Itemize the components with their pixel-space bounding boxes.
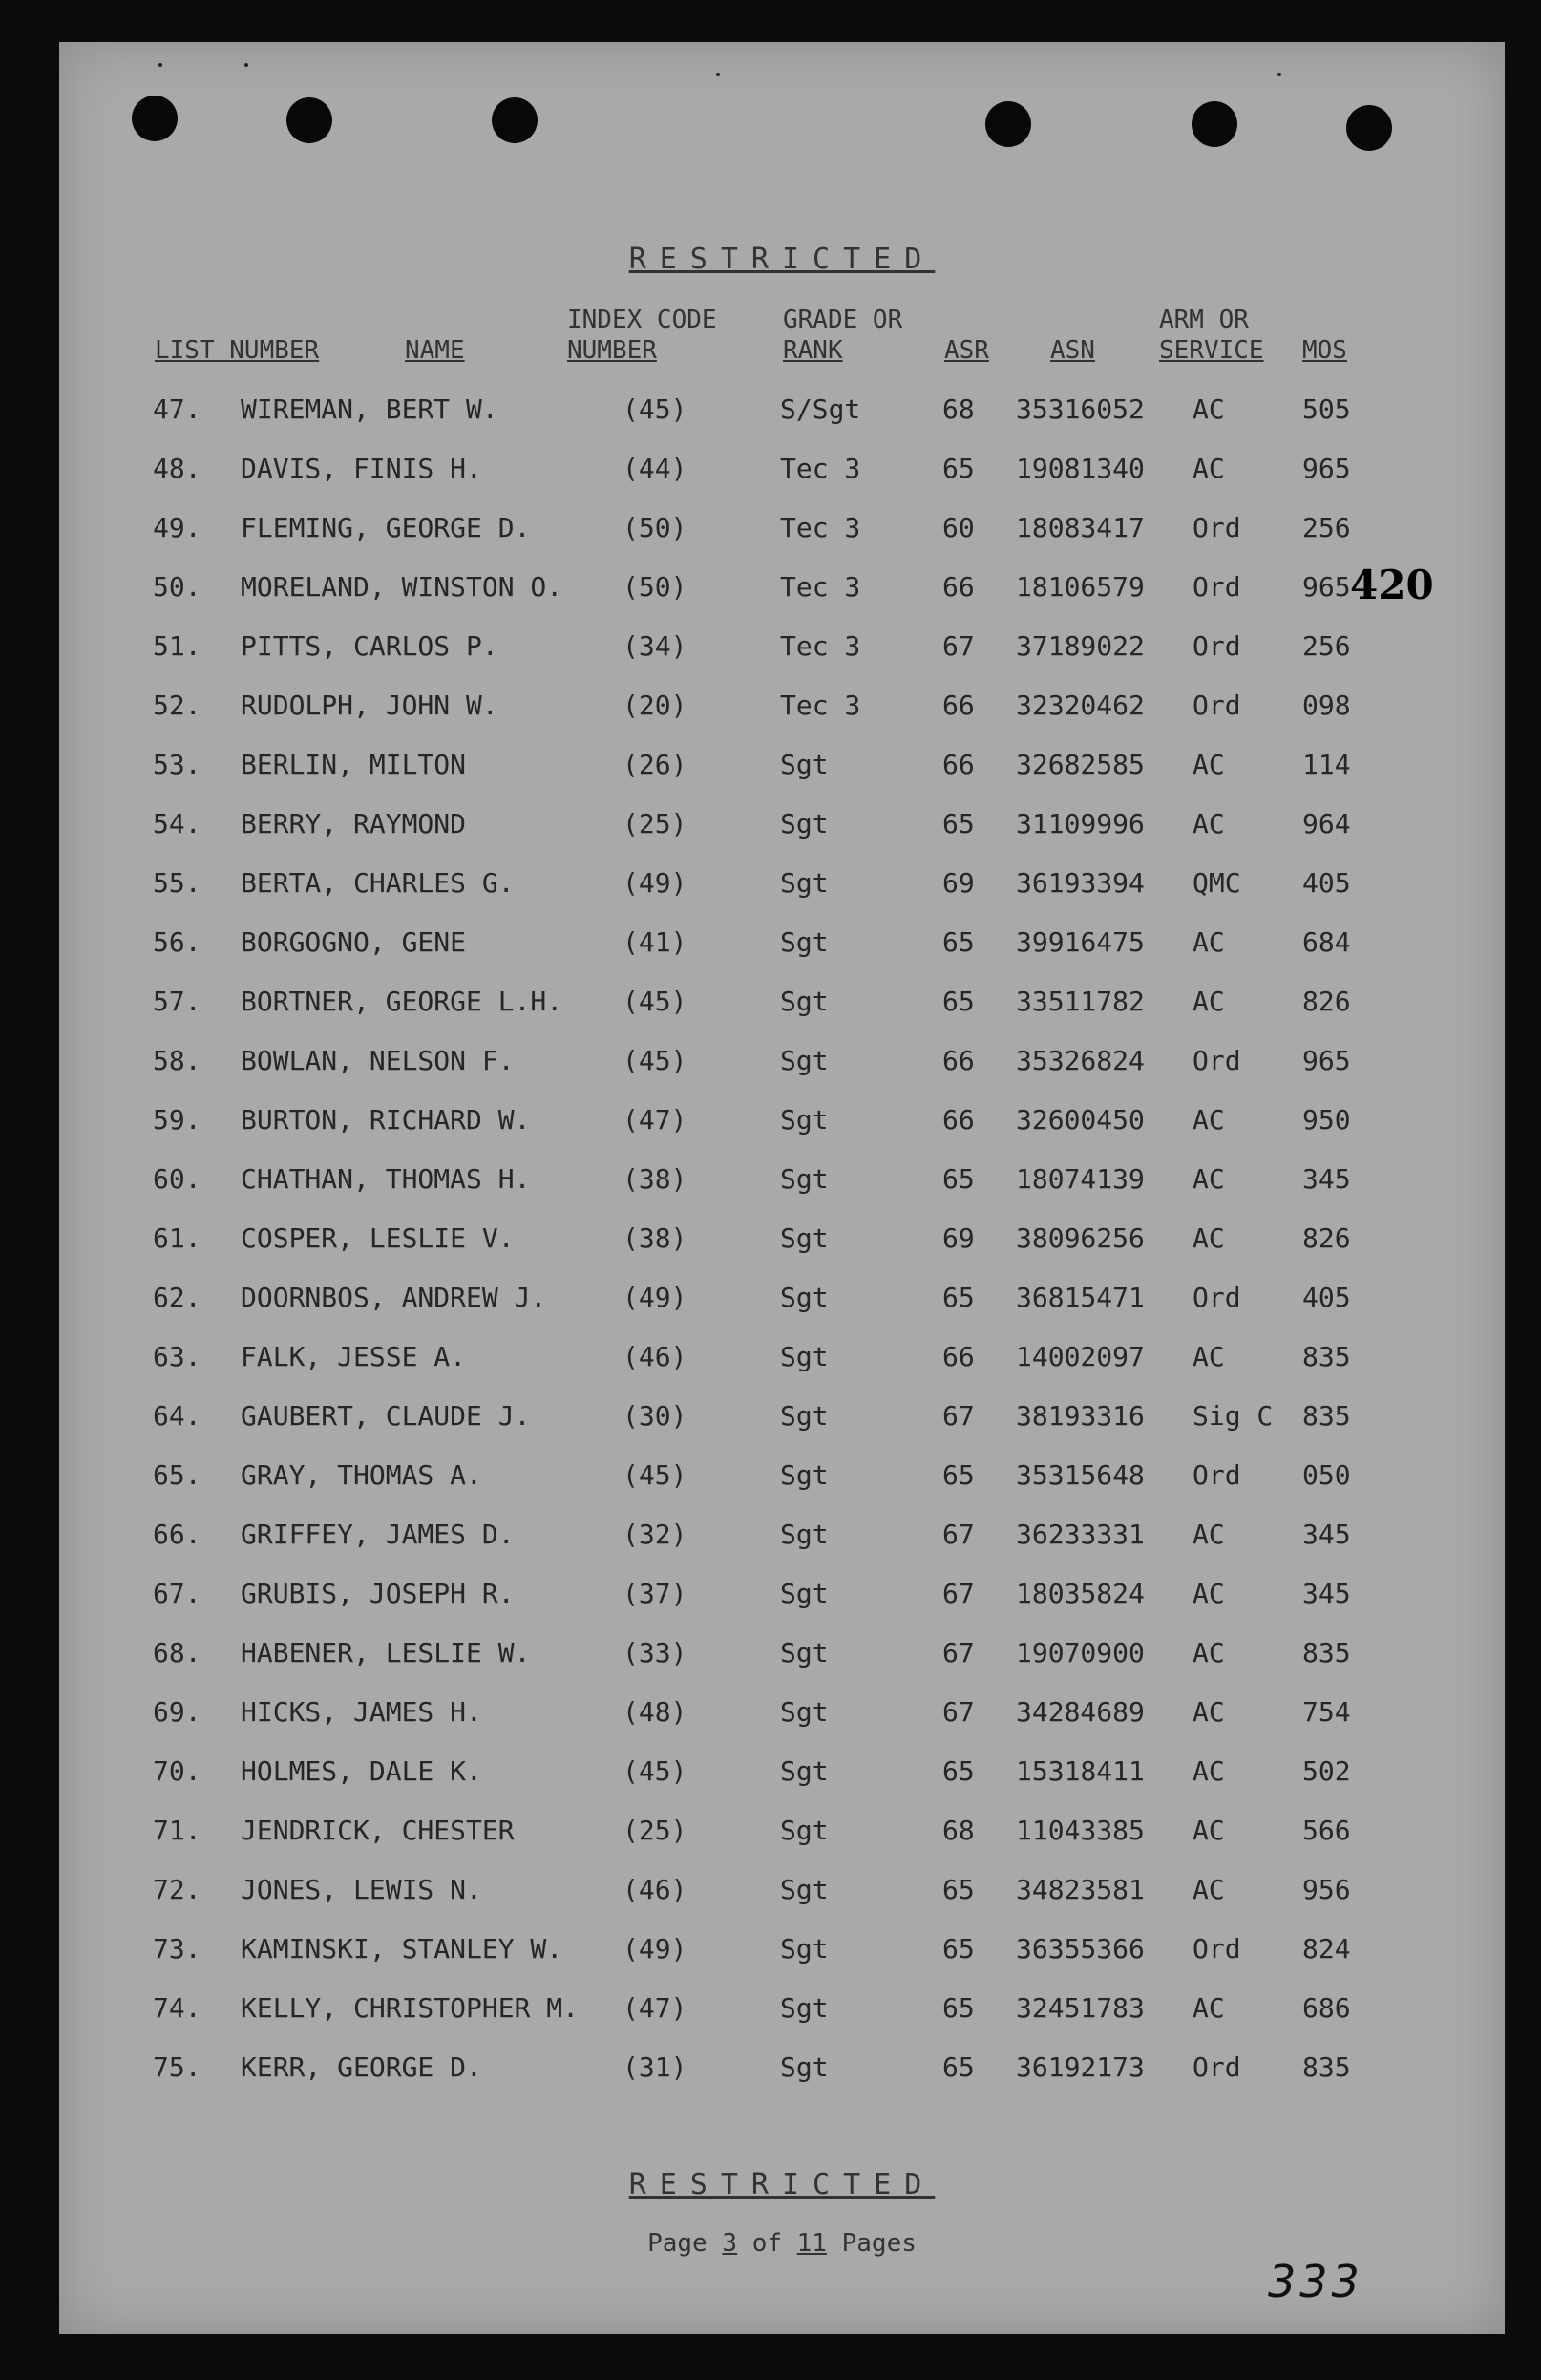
cell-mos: 114 [1302,749,1351,780]
cell-mos: 256 [1302,630,1351,662]
cell-asn: 37189022 [1016,630,1145,662]
cell-mos: 405 [1302,867,1351,899]
cell-asr: 65 [942,1282,975,1313]
cell-index: (32) [623,1519,687,1550]
binder-hole-1 [132,96,178,141]
cell-asn: 33511782 [1016,986,1145,1017]
cell-num: 67. [153,1578,201,1609]
cell-asn: 19070900 [1016,1637,1145,1668]
cell-name: GRAY, THOMAS A. [241,1459,482,1491]
footer-title: RESTRICTED [628,2168,936,2201]
cell-num: 65. [153,1459,201,1491]
col-list-number: LIST NUMBER [155,336,320,365]
page-suffix: Pages [841,2229,917,2258]
cell-mos: 502 [1302,1755,1351,1787]
cell-index: (46) [623,1874,687,1905]
cell-grade: Sgt [780,1696,829,1728]
cell-arm: AC [1193,808,1225,839]
cell-asn: 32451783 [1016,1992,1145,2024]
cell-asn: 11043385 [1016,1815,1145,1846]
cell-grade: Tec 3 [780,690,861,721]
cell-asn: 15318411 [1016,1755,1145,1787]
cell-num: 68. [153,1637,201,1668]
col-name: NAME [405,336,465,365]
cell-asr: 65 [942,2051,975,2083]
cell-grade: Sgt [780,1578,829,1609]
cell-grade: Sgt [780,867,829,899]
cell-arm: AC [1193,1519,1225,1550]
cell-num: 48. [153,453,201,484]
cell-grade: Tec 3 [780,453,861,484]
cell-mos: 824 [1302,1933,1351,1965]
cell-index: (30) [623,1400,687,1432]
page-of: of [751,2229,782,2258]
cell-grade: S/Sgt [780,393,861,425]
table-row [59,1874,1505,1933]
cell-mos: 835 [1302,1637,1351,1668]
cell-name: BERRY, RAYMOND [241,808,467,839]
cell-name: PITTS, CARLOS P. [241,630,498,662]
cell-index: (38) [623,1222,687,1254]
cell-name: BERTA, CHARLES G. [241,867,515,899]
table-row [59,630,1505,690]
header-title: RESTRICTED [628,243,936,276]
cell-arm: Ord [1193,1045,1241,1076]
cell-arm: Ord [1193,571,1241,603]
cell-name: GRUBIS, JOSEPH R. [241,1578,515,1609]
cell-index: (45) [623,1045,687,1076]
cell-mos: 686 [1302,1992,1351,2024]
cell-name: COSPER, LESLIE V. [241,1222,515,1254]
cell-arm: Ord [1193,630,1241,662]
table-row [59,867,1505,926]
cell-index: (25) [623,808,687,839]
cell-index: (31) [623,2051,687,2083]
cell-num: 71. [153,1815,201,1846]
cell-arm: AC [1193,749,1225,780]
cell-num: 60. [153,1163,201,1195]
cell-num: 52. [153,690,201,721]
cell-arm: AC [1193,986,1225,1017]
cell-name: KELLY, CHRISTOPHER M. [241,1992,580,2024]
cell-name: WIREMAN, BERT W. [241,393,498,425]
cell-asr: 66 [942,1341,975,1372]
cell-asn: 36815471 [1016,1282,1145,1313]
table-row [59,1696,1505,1755]
page-prefix: Page [647,2229,707,2258]
cell-num: 58. [153,1045,201,1076]
cell-arm: AC [1193,1755,1225,1787]
cell-num: 59. [153,1104,201,1136]
cell-mos: 345 [1302,1519,1351,1550]
punch-mark [716,73,720,76]
cell-arm: AC [1193,1578,1225,1609]
col-grade-top: GRADE OR [783,306,903,334]
cell-mos: 835 [1302,1341,1351,1372]
cell-grade: Sgt [780,986,829,1017]
cell-num: 51. [153,630,201,662]
cell-asr: 65 [942,1874,975,1905]
cell-asr: 68 [942,1815,975,1846]
table-row [59,512,1505,571]
cell-asr: 67 [942,1519,975,1550]
col-grade-bottom: RANK [783,336,843,365]
col-asn: ASN [1050,336,1095,365]
cell-num: 55. [153,867,201,899]
cell-asr: 65 [942,1163,975,1195]
table-row [59,1104,1505,1163]
cell-name: HABENER, LESLIE W. [241,1637,531,1668]
cell-asn: 18074139 [1016,1163,1145,1195]
cell-asn: 38096256 [1016,1222,1145,1254]
binder-hole-5 [1192,101,1237,147]
cell-asn: 35316052 [1016,393,1145,425]
handwritten-number: 333 [1268,2256,1363,2307]
cell-mos: 964 [1302,808,1351,839]
cell-arm: Sig C [1193,1400,1274,1432]
cell-index: (50) [623,512,687,543]
cell-num: 75. [153,2051,201,2083]
binder-hole-3 [492,97,538,143]
cell-asn: 36233331 [1016,1519,1145,1550]
cell-mos: 835 [1302,2051,1351,2083]
cell-name: GRIFFEY, JAMES D. [241,1519,515,1550]
table-row [59,1163,1505,1222]
cell-asr: 66 [942,1104,975,1136]
cell-num: 66. [153,1519,201,1550]
cell-num: 70. [153,1755,201,1787]
cell-arm: AC [1193,1637,1225,1668]
table-row [59,1519,1505,1578]
cell-index: (49) [623,1282,687,1313]
cell-asr: 67 [942,630,975,662]
cell-grade: Sgt [780,2051,829,2083]
document-page [59,42,1505,2334]
cell-index: (45) [623,1755,687,1787]
cell-name: DOORNBOS, ANDREW J. [241,1282,547,1313]
cell-grade: Sgt [780,1933,829,1965]
cell-name: MORELAND, WINSTON O. [241,571,563,603]
table-row [59,1578,1505,1637]
table-row [59,749,1505,808]
cell-asn: 38193316 [1016,1400,1145,1432]
table-row [59,1282,1505,1341]
cell-index: (49) [623,867,687,899]
cell-arm: AC [1193,1992,1225,2024]
cell-name: HOLMES, DALE K. [241,1755,482,1787]
cell-arm: AC [1193,1815,1225,1846]
cell-index: (46) [623,1341,687,1372]
table-row [59,1933,1505,1992]
punch-mark [1277,73,1281,76]
cell-num: 53. [153,749,201,780]
cell-arm: AC [1193,1874,1225,1905]
cell-mos: 345 [1302,1578,1351,1609]
page-total: 11 [796,2229,827,2258]
cell-num: 61. [153,1222,201,1254]
cell-asn: 18106579 [1016,571,1145,603]
cell-index: (20) [623,690,687,721]
stamp-number: 420 [1350,562,1434,608]
cell-name: FLEMING, GEORGE D. [241,512,531,543]
cell-mos: 835 [1302,1400,1351,1432]
cell-num: 47. [153,393,201,425]
table-row [59,1637,1505,1696]
cell-asn: 32682585 [1016,749,1145,780]
cell-name: BORGOGNO, GENE [241,926,467,958]
cell-asn: 35326824 [1016,1045,1145,1076]
cell-asn: 39916475 [1016,926,1145,958]
cell-asn: 36355366 [1016,1933,1145,1965]
cell-asn: 19081340 [1016,453,1145,484]
cell-mos: 965 [1302,1045,1351,1076]
cell-grade: Sgt [780,1874,829,1905]
cell-name: KERR, GEORGE D. [241,2051,482,2083]
cell-name: BERLIN, MILTON [241,749,467,780]
cell-name: BURTON, RICHARD W. [241,1104,531,1136]
cell-asn: 34284689 [1016,1696,1145,1728]
cell-name: CHATHAN, THOMAS H. [241,1163,531,1195]
cell-index: (49) [623,1933,687,1965]
cell-mos: 405 [1302,1282,1351,1313]
cell-asr: 60 [942,512,975,543]
cell-grade: Sgt [780,1637,829,1668]
cell-grade: Sgt [780,1992,829,2024]
cell-name: BOWLAN, NELSON F. [241,1045,515,1076]
col-mos: MOS [1302,336,1347,365]
col-index-bottom: NUMBER [567,336,657,365]
cell-name: JENDRICK, CHESTER [241,1815,515,1846]
cell-asr: 69 [942,867,975,899]
cell-name: FALK, JESSE A. [241,1341,467,1372]
col-index-top: INDEX CODE [567,306,717,334]
cell-num: 73. [153,1933,201,1965]
table-row [59,1400,1505,1459]
cell-name: KAMINSKI, STANLEY W. [241,1933,563,1965]
cell-asr: 67 [942,1637,975,1668]
table-row [59,986,1505,1045]
cell-grade: Tec 3 [780,571,861,603]
cell-asr: 69 [942,1222,975,1254]
binder-hole-4 [985,101,1031,147]
cell-index: (45) [623,1459,687,1491]
cell-grade: Sgt [780,749,829,780]
cell-num: 49. [153,512,201,543]
cell-arm: Ord [1193,1282,1241,1313]
cell-mos: 965 [1302,453,1351,484]
cell-asn: 32320462 [1016,690,1145,721]
cell-grade: Sgt [780,1222,829,1254]
cell-arm: Ord [1193,690,1241,721]
cell-num: 57. [153,986,201,1017]
table-row [59,1341,1505,1400]
cell-asn: 18083417 [1016,512,1145,543]
cell-arm: Ord [1193,1933,1241,1965]
cell-arm: QMC [1193,867,1241,899]
binder-hole-6 [1346,105,1392,151]
cell-index: (41) [623,926,687,958]
punch-mark [158,63,162,67]
cell-asr: 65 [942,1755,975,1787]
cell-index: (48) [623,1696,687,1728]
col-arm-top: ARM OR [1159,306,1249,334]
cell-mos: 956 [1302,1874,1351,1905]
cell-arm: AC [1193,1696,1225,1728]
cell-num: 63. [153,1341,201,1372]
cell-grade: Tec 3 [780,630,861,662]
cell-index: (37) [623,1578,687,1609]
table-row [59,1992,1505,2051]
cell-asr: 65 [942,926,975,958]
cell-arm: AC [1193,393,1225,425]
cell-grade: Tec 3 [780,512,861,543]
cell-num: 56. [153,926,201,958]
cell-num: 50. [153,571,201,603]
cell-asn: 32600450 [1016,1104,1145,1136]
cell-arm: Ord [1193,1459,1241,1491]
cell-index: (45) [623,393,687,425]
cell-asr: 65 [942,1933,975,1965]
cell-arm: AC [1193,1163,1225,1195]
cell-mos: 684 [1302,926,1351,958]
table-row [59,453,1505,512]
table-row [59,393,1505,453]
cell-index: (34) [623,630,687,662]
cell-asr: 66 [942,1045,975,1076]
cell-asr: 65 [942,453,975,484]
cell-num: 64. [153,1400,201,1432]
col-asr: ASR [944,336,989,365]
cell-grade: Sgt [780,1045,829,1076]
cell-arm: AC [1193,453,1225,484]
table-row [59,571,1505,630]
cell-grade: Sgt [780,1104,829,1136]
cell-num: 72. [153,1874,201,1905]
binder-hole-2 [286,97,332,143]
cell-mos: 050 [1302,1459,1351,1491]
cell-asn: 34823581 [1016,1874,1145,1905]
cell-index: (47) [623,1104,687,1136]
cell-asn: 31109996 [1016,808,1145,839]
cell-asr: 67 [942,1696,975,1728]
cell-arm: AC [1193,1222,1225,1254]
table-row [59,2051,1505,2111]
cell-asn: 36193394 [1016,867,1145,899]
cell-index: (25) [623,1815,687,1846]
page-number: 3 [722,2229,738,2258]
cell-grade: Sgt [780,1282,829,1313]
cell-mos: 965 [1302,571,1351,603]
cell-name: DAVIS, FINIS H. [241,453,482,484]
cell-grade: Sgt [780,1755,829,1787]
cell-asr: 67 [942,1578,975,1609]
cell-num: 74. [153,1992,201,2024]
cell-index: (44) [623,453,687,484]
cell-index: (50) [623,571,687,603]
cell-name: RUDOLPH, JOHN W. [241,690,498,721]
cell-index: (26) [623,749,687,780]
table-row [59,926,1505,986]
cell-arm: Ord [1193,512,1241,543]
cell-index: (47) [623,1992,687,2024]
cell-asn: 14002097 [1016,1341,1145,1372]
page-indicator [59,2229,1505,2258]
cell-arm: AC [1193,1104,1225,1136]
cell-mos: 950 [1302,1104,1351,1136]
table-row [59,1815,1505,1874]
cell-mos: 826 [1302,986,1351,1017]
table-row [59,690,1505,749]
roster-table [59,393,1505,2111]
cell-name: JONES, LEWIS N. [241,1874,482,1905]
cell-asr: 66 [942,690,975,721]
cell-num: 62. [153,1282,201,1313]
cell-asr: 65 [942,1459,975,1491]
cell-index: (45) [623,986,687,1017]
cell-name: HICKS, JAMES H. [241,1696,482,1728]
cell-arm: AC [1193,1341,1225,1372]
cell-arm: AC [1193,926,1225,958]
table-row [59,808,1505,867]
cell-grade: Sgt [780,1519,829,1550]
cell-asn: 35315648 [1016,1459,1145,1491]
cell-num: 69. [153,1696,201,1728]
cell-grade: Sgt [780,808,829,839]
table-row [59,1045,1505,1104]
cell-name: BORTNER, GEORGE L.H. [241,986,563,1017]
cell-mos: 826 [1302,1222,1351,1254]
cell-asr: 68 [942,393,975,425]
cell-mos: 754 [1302,1696,1351,1728]
cell-grade: Sgt [780,1815,829,1846]
table-row [59,1222,1505,1282]
cell-grade: Sgt [780,1341,829,1372]
cell-name: GAUBERT, CLAUDE J. [241,1400,531,1432]
cell-mos: 566 [1302,1815,1351,1846]
cell-arm: Ord [1193,2051,1241,2083]
cell-mos: 256 [1302,512,1351,543]
cell-num: 54. [153,808,201,839]
cell-asr: 66 [942,571,975,603]
cell-asr: 65 [942,1992,975,2024]
table-row [59,1755,1505,1815]
cell-asr: 65 [942,986,975,1017]
cell-asr: 66 [942,749,975,780]
cell-grade: Sgt [780,1163,829,1195]
cell-mos: 098 [1302,690,1351,721]
cell-grade: Sgt [780,1459,829,1491]
col-arm-bottom: SERVICE [1159,336,1264,365]
cell-asn: 18035824 [1016,1578,1145,1609]
cell-index: (38) [623,1163,687,1195]
cell-asr: 67 [942,1400,975,1432]
cell-index: (33) [623,1637,687,1668]
cell-mos: 505 [1302,393,1351,425]
punch-mark [244,63,248,67]
cell-grade: Sgt [780,1400,829,1432]
cell-grade: Sgt [780,926,829,958]
cell-asr: 65 [942,808,975,839]
table-row [59,1459,1505,1519]
cell-asn: 36192173 [1016,2051,1145,2083]
cell-mos: 345 [1302,1163,1351,1195]
